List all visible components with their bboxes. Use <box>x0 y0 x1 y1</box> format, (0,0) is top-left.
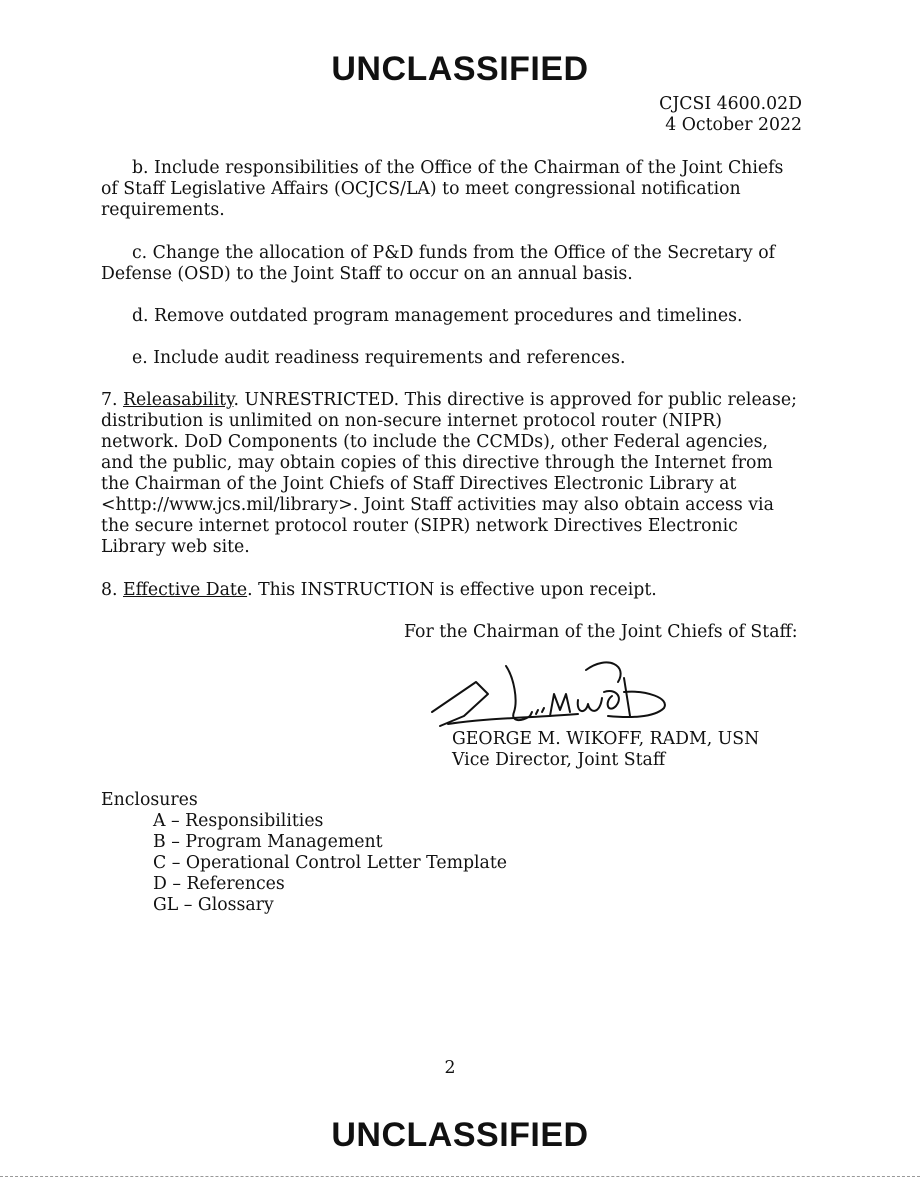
section-8 <box>101 580 801 601</box>
classification-banner-top: UNCLASSIFIED <box>331 50 589 88</box>
enclosure-item: C – Operational Control Letter Template <box>153 853 508 873</box>
signatory-name: GEORGE M. WIKOFF, RADM, USN <box>452 729 760 749</box>
enclosure-item: D – References <box>153 874 285 894</box>
section-7 <box>101 390 803 558</box>
enclosure-item: B – Program Management <box>153 832 383 852</box>
section-7-text: . UNRESTRICTED. This directive is approved for public release; distribution is unlimited on non-secure internet protocol router (NIPR) network. DoD Components (to include the CCMDs), other Federal agencies, and the public, may obtain copies of this directive through the Internet from the Chairman of the Joint Chiefs of Staff Directives Electronic Library at <http://www.jcs.mil/library>. Joint Staff activities may also obtain access via the secure internet protocol router (SIPR) network Directives Electronic Library web site. <box>101 390 797 557</box>
doc-number: CJCSI 4600.02D <box>659 94 802 114</box>
section-8-number: 8. <box>101 580 118 600</box>
signatory-title: Vice Director, Joint Staff <box>452 750 666 770</box>
page-edge-divider <box>0 1176 920 1177</box>
item-b: b. Include responsibilities of the Office of the Chairman of the Joint Chiefs of Staff Legislative Affairs (OCJCS/LA) to meet congressional notification requirements. <box>101 158 784 220</box>
section-7-number: 7. <box>101 390 118 410</box>
classification-banner-bottom: UNCLASSIFIED <box>331 1116 589 1154</box>
item-e: e. Include audit readiness requirements and references. <box>132 348 626 368</box>
section-7-heading: Releasability <box>123 390 234 410</box>
item-c: c. Change the allocation of P&D funds from the Office of the Secretary of Defense (OSD) to the Joint Staff to occur on an annual basis. <box>101 243 775 284</box>
doc-date: 4 October 2022 <box>665 115 802 135</box>
enclosure-item: GL – Glossary <box>153 895 274 915</box>
item-d: d. Remove outdated program management procedures and timelines. <box>132 306 743 326</box>
section-8-heading: Effective Date <box>123 580 248 600</box>
section-8-text: . This INSTRUCTION is effective upon receipt. <box>247 580 657 600</box>
signature-for-line: For the Chairman of the Joint Chiefs of Staff: <box>404 622 798 642</box>
enclosures-heading: Enclosures <box>101 790 198 810</box>
handwritten-signature <box>428 652 678 732</box>
enclosure-item: A – Responsibilities <box>153 811 324 831</box>
page-number: 2 <box>444 1058 456 1078</box>
